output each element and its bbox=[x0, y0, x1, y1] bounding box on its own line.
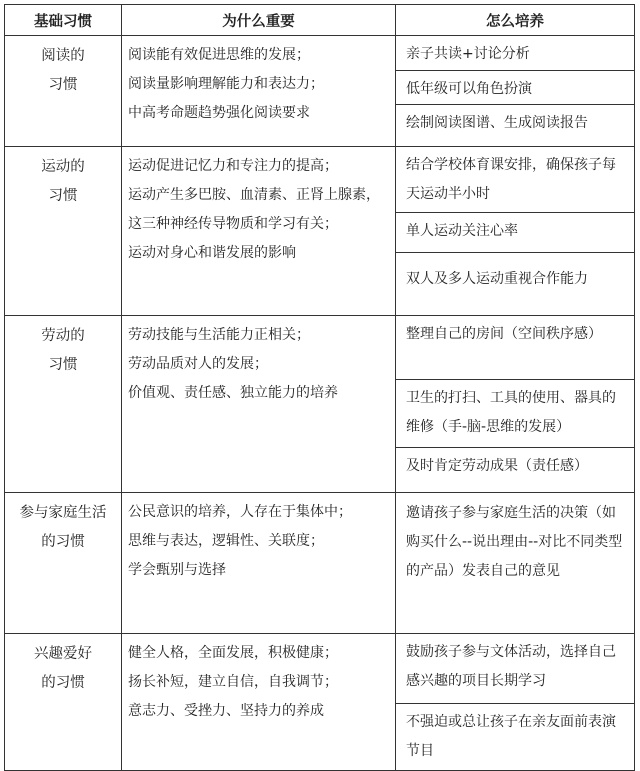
habit-cell bbox=[5, 36, 122, 147]
habit-label: 习惯 bbox=[48, 77, 78, 93]
method-item: 卫生的打扫、工具的使用、器具的维修（手-脑-思维的发展） bbox=[396, 380, 634, 448]
header-row bbox=[5, 5, 635, 36]
habit-cell bbox=[5, 493, 122, 634]
reason-text: 公民意识的培养，人存在于集体中； bbox=[128, 504, 352, 520]
habit-label: 习惯 bbox=[48, 357, 78, 373]
reason-text: 意志力、受挫力、坚持力的养成 bbox=[128, 703, 324, 719]
methods-cell bbox=[396, 36, 635, 147]
method-item: 亲子共读+讨论分析 bbox=[396, 36, 634, 71]
habit-label: 劳动的 bbox=[41, 328, 85, 344]
method-item: 结合学校体育课安排，确保孩子每天运动半小时 bbox=[396, 147, 634, 213]
reason-text: 劳动技能与生活能力正相关； bbox=[128, 327, 310, 343]
table-row bbox=[5, 493, 635, 634]
method-item: 低年级可以角色扮演 bbox=[396, 71, 634, 105]
reason-text: 运动对身心和谐发展的影响 bbox=[128, 245, 296, 261]
method-item: 不强迫或总让孩子在亲友面前表演节目 bbox=[406, 714, 616, 759]
reason-text: 扬长补短，建立自信，自我调节； bbox=[128, 674, 338, 690]
reason-cell bbox=[122, 316, 396, 493]
reason-text: 价值观、责任感、独立能力的培养 bbox=[128, 385, 338, 401]
reason-cell bbox=[122, 36, 396, 147]
habit-label: 参与家庭生活 bbox=[19, 505, 107, 521]
methods-cell bbox=[396, 493, 635, 634]
habit-label: 兴趣爱好 bbox=[34, 646, 92, 662]
table-row bbox=[5, 316, 635, 493]
habit-label: 阅读的 bbox=[41, 48, 85, 64]
method-item: 单人运动关注心率 bbox=[396, 213, 634, 253]
reason-cell bbox=[122, 634, 396, 771]
header-how: 怎么培养 bbox=[396, 5, 635, 36]
reason-cell bbox=[122, 493, 396, 634]
method-item: 鼓励孩子参与文体活动，选择自己感兴趣的项目长期学习 bbox=[396, 634, 634, 704]
habit-cell bbox=[5, 634, 122, 771]
reason-cell bbox=[122, 147, 396, 316]
habits-table bbox=[4, 4, 635, 771]
header-habit: 基础习惯 bbox=[5, 5, 122, 36]
habit-label: 的习惯 bbox=[41, 675, 85, 691]
reason-text: 思维与表达，逻辑性、关联度； bbox=[128, 533, 324, 549]
method-item: 双人及多人运动重视合作能力 bbox=[406, 271, 588, 287]
table-row bbox=[5, 36, 635, 147]
reason-text: 运动产生多巴胺、血清素、正肾上腺素，这三种神经传导物质和学习有关； bbox=[128, 187, 380, 232]
habit-label: 运动的 bbox=[41, 159, 85, 175]
reason-text: 运动促进记忆力和专注力的提高； bbox=[128, 158, 338, 174]
habit-cell bbox=[5, 316, 122, 493]
methods-cell bbox=[396, 634, 635, 771]
methods-cell bbox=[396, 147, 635, 316]
reason-text: 阅读量影响理解能力和表达力； bbox=[128, 76, 324, 92]
header-why: 为什么重要 bbox=[122, 5, 396, 36]
methods-cell bbox=[396, 316, 635, 493]
method-item: 整理自己的房间（空间秩序感） bbox=[396, 316, 634, 380]
reason-text: 中高考命题趋势强化阅读要求 bbox=[128, 105, 310, 121]
habit-label: 习惯 bbox=[48, 188, 78, 204]
reason-text: 健全人格，全面发展，积极健康； bbox=[128, 645, 338, 661]
habit-cell bbox=[5, 147, 122, 316]
table-row bbox=[5, 634, 635, 771]
table-row bbox=[5, 147, 635, 316]
habit-label: 的习惯 bbox=[41, 534, 85, 550]
reason-text: 劳动品质对人的发展； bbox=[128, 356, 268, 372]
reason-text: 学会甄别与选择 bbox=[128, 562, 226, 578]
reason-text: 阅读能有效促进思维的发展； bbox=[128, 47, 310, 63]
method-item: 绘制阅读图谱、生成阅读报告 bbox=[406, 115, 588, 131]
method-item: 邀请孩子参与家庭生活的决策（如购买什么--说出理由--对比不同类型的产品）发表自己的意见 bbox=[406, 505, 623, 579]
method-item: 及时肯定劳动成果（责任感） bbox=[406, 458, 588, 474]
